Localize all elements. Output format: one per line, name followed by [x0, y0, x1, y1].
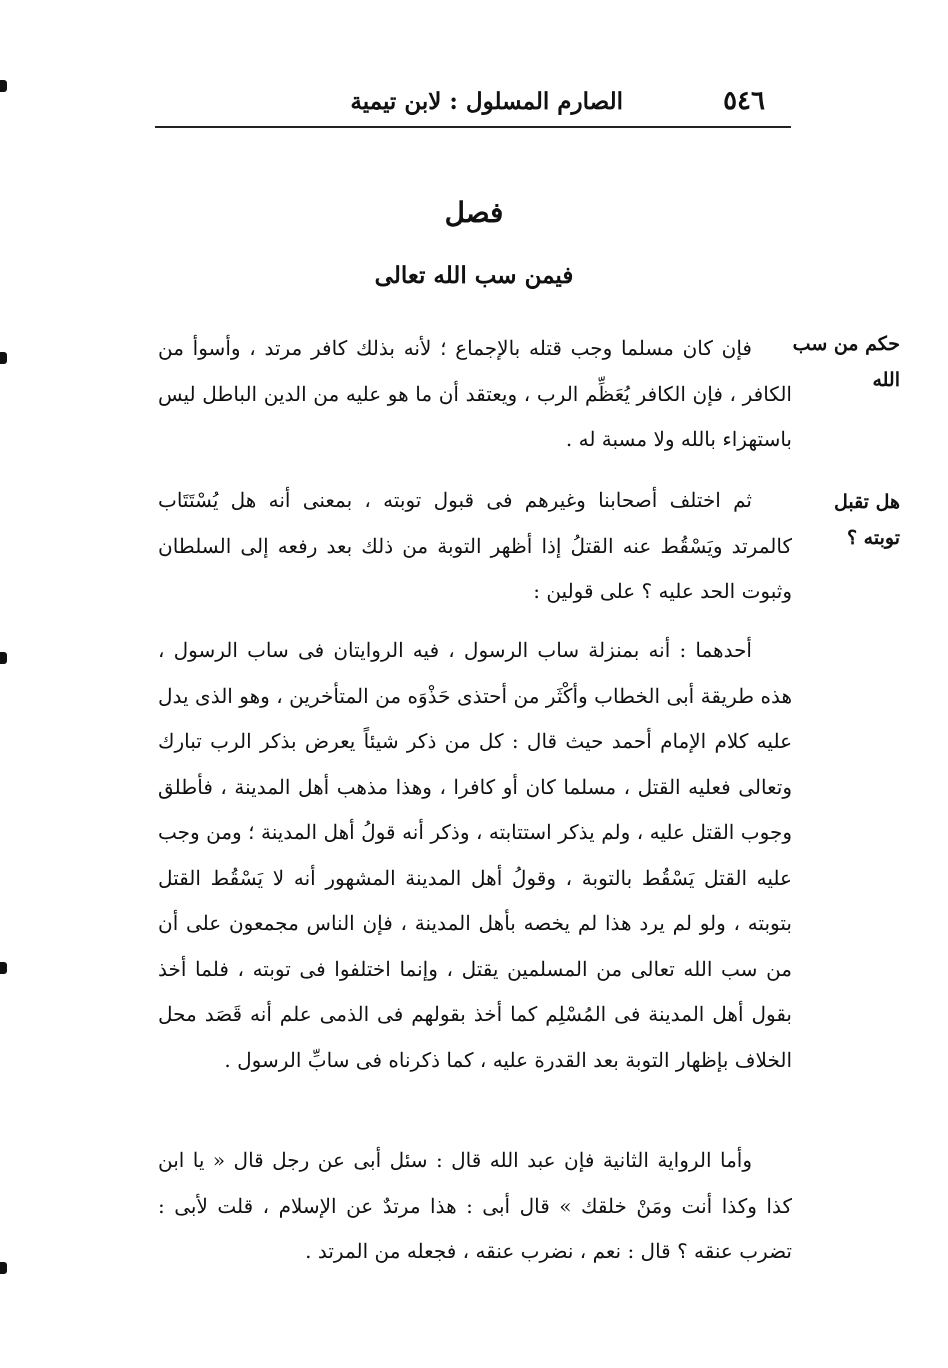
section-subheading: فيمن سب الله تعالى [374, 262, 574, 289]
paragraph-text: فإن كان مسلما وجب قتله بالإجماع ؛ لأنه بذلك كافر مرتد ، وأسوأ من الكافر ، فإن الكافر يُعَظِّم الرب ، ويعتقد أن ما هو عليه من الدين الباطل ليس باستهزاء بالله ولا مسبة له . [158, 336, 792, 451]
binding-mark [0, 352, 7, 364]
paragraph-text: ثم اختلف أصحابنا وغيرهم فى قبول توبته ، بمعنى أنه هل يُسْتَتَاب كالمرتد ويَسْقُط عنه القتلُ إذا أظهر التوبة من ذلك بعد رفعه إلى السلطان وثبوت الحد عليه ؟ على قولين : [158, 488, 792, 603]
binding-mark [0, 652, 7, 664]
page-number: ٥٤٦ [723, 86, 765, 116]
paragraph-second-view [158, 1138, 792, 1275]
binding-mark [0, 1262, 7, 1274]
paragraph-first-view [158, 628, 792, 1083]
running-title: الصارم المسلول : لابن تيمية [350, 88, 623, 115]
paragraph-text: أحدهما : أنه بمنزلة ساب الرسول ، فيه الروايتان فى ساب الرسول ، هذه طريقة أبى الخطاب وأكْثَر من أحتذى حَذْوَه من المتأخرين ، وهو الذى يدل عليه كلام الإمام أحمد حيث قال : كل من ذكر شيئاً يعرض بذكر الرب تبارك وتعالى فعليه القتل ، مسلما كان أو كافرا ، وهذا مذهب أهل المدينة ، فأطلق وجوب القتل عليه ، ولم يذكر استتابته ، وذكر أنه قولُ أهل المدينة ؛ ومن وجب عليه القتل يَسْقُط بالتوبة ، وقولُ أهل المدينة المشهور أنه لا يَسْقُط القتل بتوبته ، ولو لم يرد هذا لم يخصه بأهل المدينة ، فإن الناس مجمعون على أن من سب الله تعالى من المسلمين يقتل ، وإنما اختلفوا فى توبته ، فلما أخذ بقول أهل المدينة فى المُسْلِم كما أخذ بقولهم فى الذمى علم أنه قَصَد محل الخلاف بإظهار التوبة بعد القدرة عليه ، كما ذكرناه فى سابِّ الرسول . [158, 638, 793, 1072]
paragraph-dispute [158, 478, 792, 615]
margin-note-repentance: هل تقبل توبته ؟ [833, 491, 900, 549]
binding-mark [0, 80, 7, 92]
section-heading: فصل [444, 196, 504, 229]
running-header [155, 82, 791, 126]
paragraph-text: وأما الرواية الثانية فإن عبد الله قال : سئل أبى عن رجل قال « يا ابن كذا وكذا أنت ومَنْ خلقك » قال أبى : هذا مرتدٌ عن الإسلام ، قلت لأبى : تضرب عنقه ؟ قال : نعم ، نضرب عنقه ، فجعله من المرتد . [158, 1148, 792, 1263]
header-rule [155, 126, 791, 128]
binding-mark [0, 962, 7, 974]
margin-note-ruling: حكم من سب الله [792, 333, 900, 391]
paragraph-ruling [158, 326, 792, 463]
